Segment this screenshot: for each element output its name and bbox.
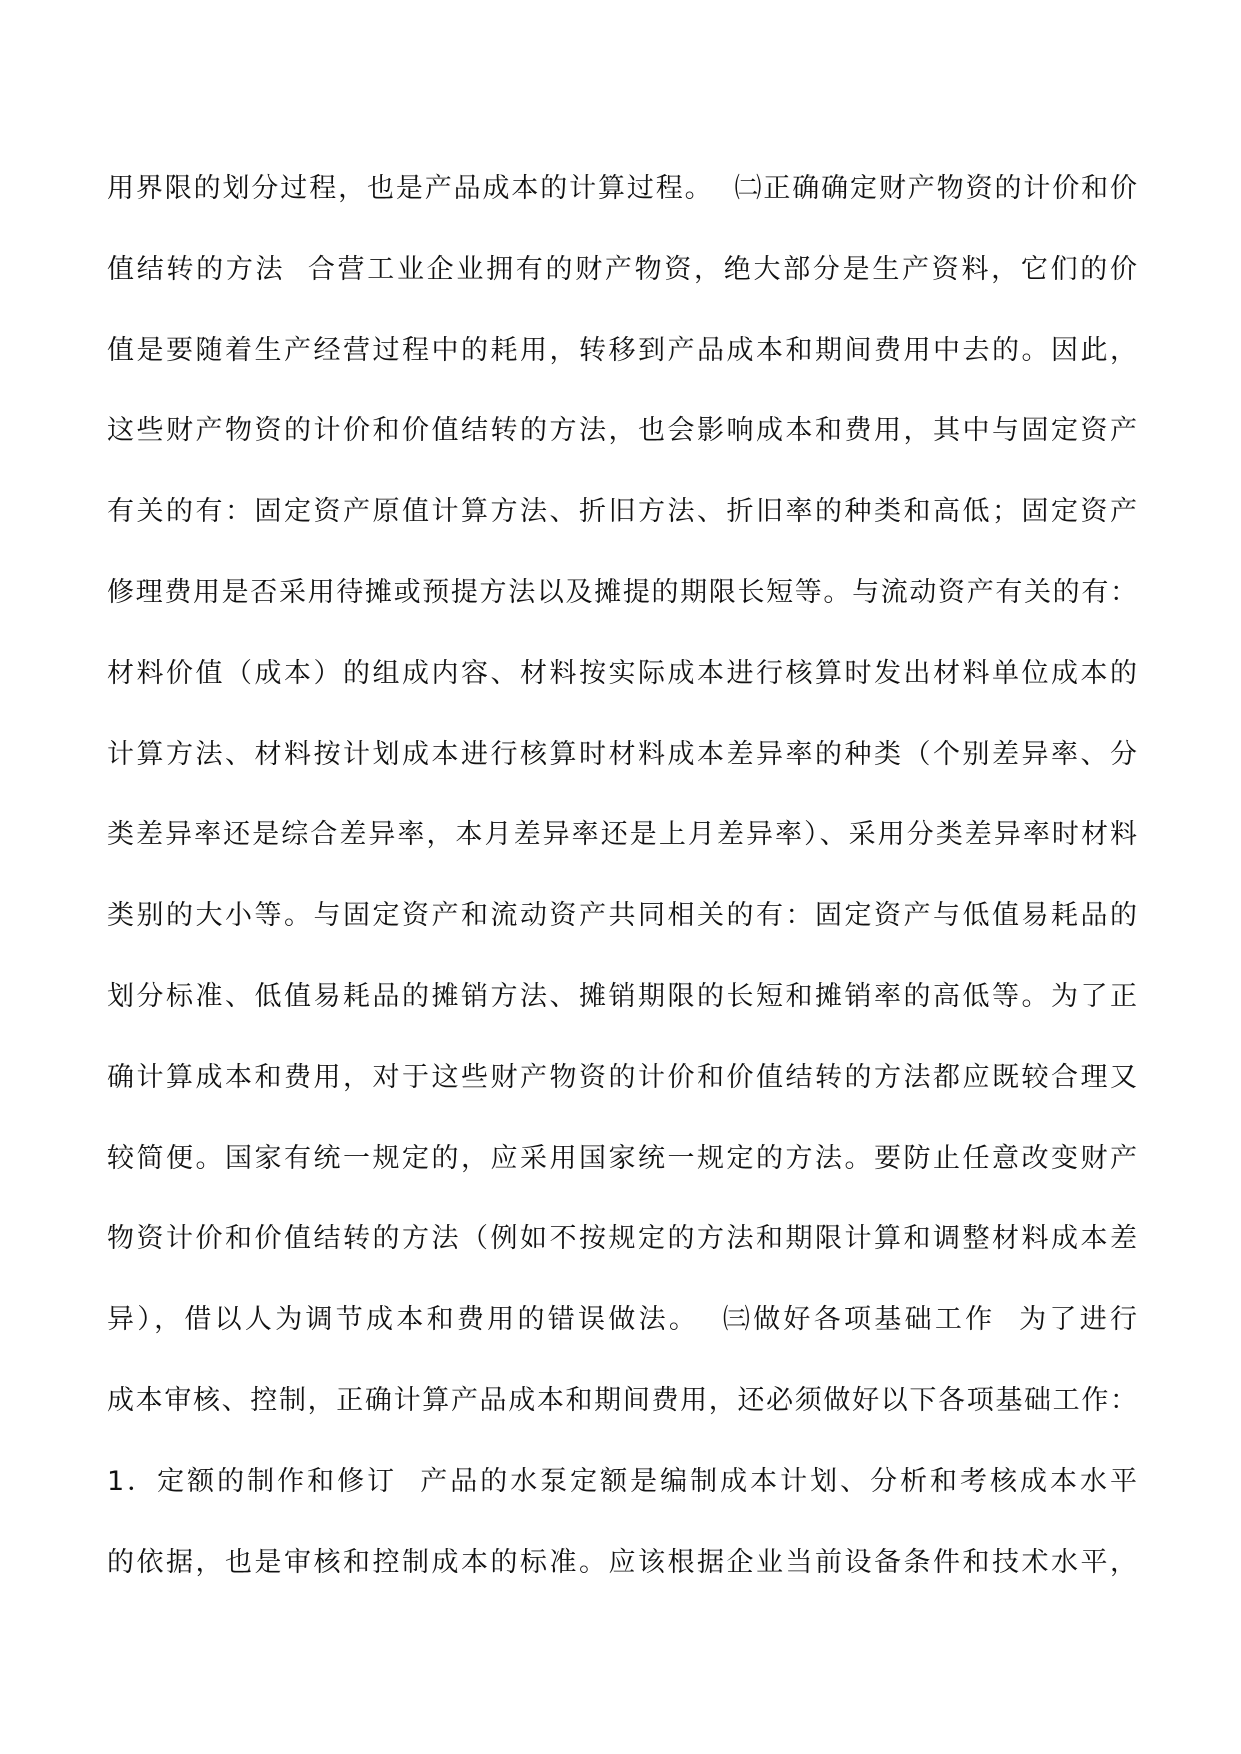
document-body: [107, 162, 1137, 1616]
text-line-5: 有关的有：固定资产原值计算方法、折旧方法、折旧率的种类和高低；固定资产: [107, 496, 1137, 528]
text-line-1: 用界限的划分过程，也是产品成本的计算过程。 ㈡正确确定财产物资的计价和价: [107, 173, 1137, 204]
text-line-3: 值是要随着生产经营过程中的耗用，转移到产品成本和期间费用中去的。因此，: [107, 334, 1137, 366]
text-line-2: 值结转的方法 合营工业企业拥有的财产物资，绝大部分是生产资料，它们的价: [107, 253, 1137, 285]
text-line-15: 异），借以人为调节成本和费用的错误做法。 ㈢做好各项基础工作 为了进行: [107, 1304, 1137, 1336]
text-line-11: 划分标准、低值易耗品的摊销方法、摊销期限的长短和摊销率的高低等。为了正: [107, 980, 1137, 1012]
text-line-9: 类差异率还是综合差异率，本月差异率还是上月差异率）、采用分类差异率时材料: [107, 819, 1137, 851]
text-line-4: 这些财产物资的计价和价值结转的方法，也会影响成本和费用，其中与固定资产: [107, 415, 1137, 447]
text-line-16: 成本审核、控制，正确计算产品成本和期间费用，还必须做好以下各项基础工作：: [107, 1384, 1137, 1416]
text-line-13: 较简便。国家有统一规定的，应采用国家统一规定的方法。要防止任意改变财产: [107, 1142, 1137, 1174]
text-line-12: 确计算成本和费用，对于这些财产物资的计价和价值结转的方法都应既较合理又: [107, 1061, 1137, 1093]
text-line-14: 物资计价和价值结转的方法（例如不按规定的方法和期限计算和调整材料成本差: [107, 1223, 1137, 1255]
text-line-7: 材料价值（成本）的组成内容、材料按实际成本进行核算时发出材料单位成本的: [107, 657, 1137, 689]
text-line-18: 的依据，也是审核和控制成本的标准。应该根据企业当前设备条件和技术水平，: [107, 1546, 1137, 1578]
text-line-10: 类别的大小等。与固定资产和流动资产共同相关的有：固定资产与低值易耗品的: [107, 900, 1137, 932]
text-line-8: 计算方法、材料按计划成本进行核算时材料成本差异率的种类（个别差异率、分: [107, 738, 1137, 770]
text-line-6: 修理费用是否采用待摊或预提方法以及摊提的期限长短等。与流动资产有关的有：: [107, 576, 1137, 608]
text-line-17: 1．定额的制作和修订 产品的水泵定额是编制成本计划、分析和考核成本水平: [107, 1465, 1137, 1497]
